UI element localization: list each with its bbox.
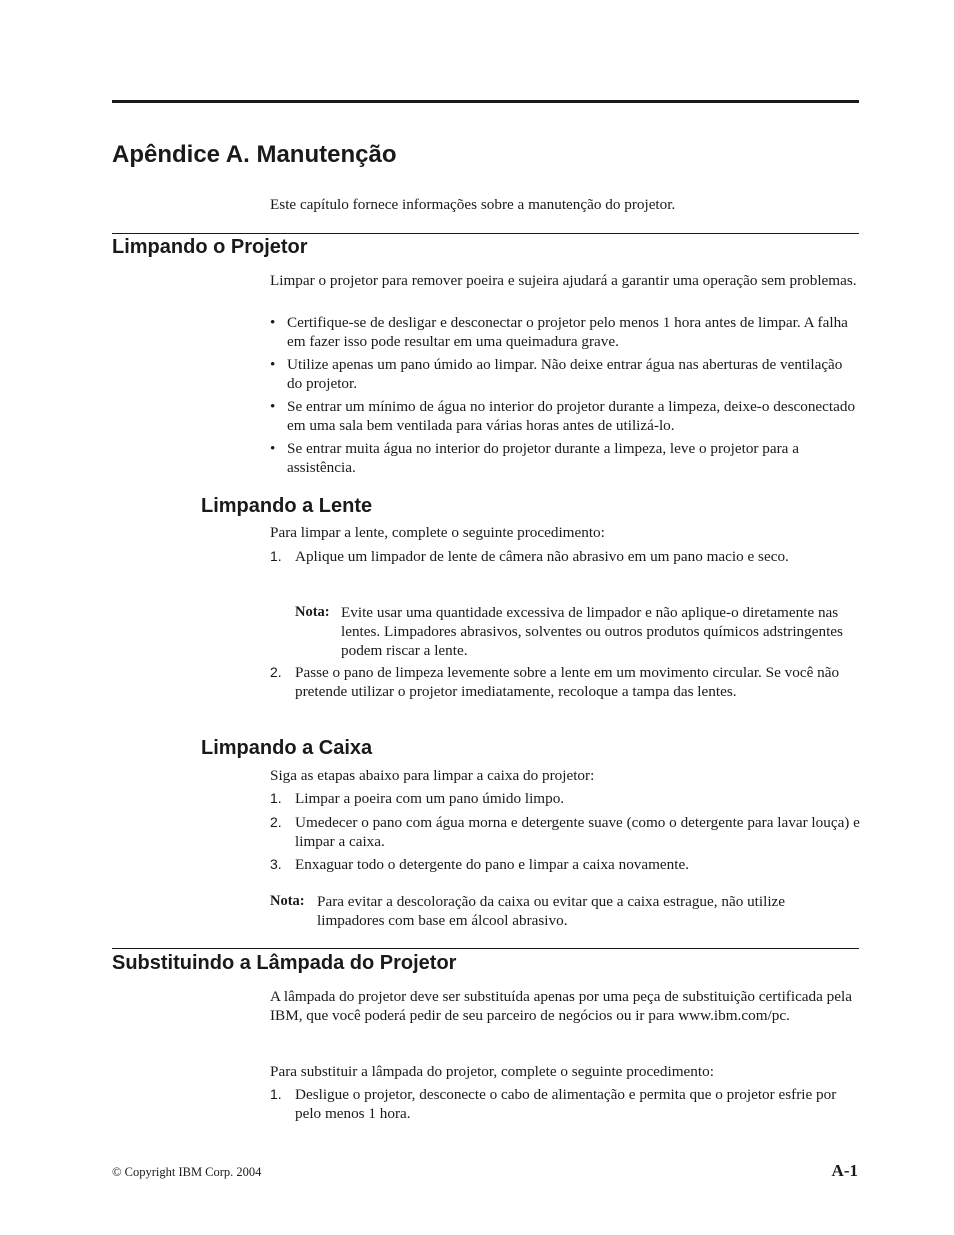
chapter-intro: Este capítulo fornece informações sobre a manutenção do projetor. — [270, 196, 676, 213]
step-text: Desligue o projetor, desconecte o cabo de alimentação e permita que o projetor esfrie por pelo menos 1 hora. — [295, 1086, 837, 1122]
list-item — [270, 355, 860, 393]
step-number: 2. — [270, 814, 282, 830]
step-text: Enxaguar todo o detergente do pano e limpar a caixa novamente. — [295, 856, 690, 873]
list-item-text: Utilize apenas um pano úmido ao limpar. Não deixe entrar água nas aberturas de ventilação do projetor. — [287, 356, 843, 392]
step-number: 3. — [270, 856, 282, 872]
list-item — [270, 1085, 860, 1123]
step-number: 1. — [270, 548, 282, 564]
step-number: 1. — [270, 790, 282, 806]
lamp-intro: A lâmpada do projetor deve ser substituída apenas por uma peça de substituição certificada pela IBM, que você poderá pedir de seu parceiro de negócios ou ir para www.ibm.com/pc. — [270, 988, 852, 1024]
step-text: Passe o pano de limpeza levemente sobre a lente em um movimento circular. Se você não pretende utilizar o projetor imediatamente, recoloque a tampa das lentes. — [295, 664, 840, 700]
note-label: Nota: — [270, 893, 305, 909]
list-item-text: Certifique-se de desligar e desconectar o projetor pelo menos 1 hora antes de limpar. A falha em fazer isso pode resultar em uma queimadura grave. — [287, 314, 848, 350]
section-rule-cleaning — [112, 233, 859, 234]
section-title-cleaning: Limpando o Projetor — [112, 236, 308, 258]
list-item — [270, 855, 860, 874]
step-text: Umedecer o pano com água morna e detergente suave (como o detergente para lavar louça) e limpar a caixa. — [295, 814, 860, 850]
lamp-intro-2: Para substituir a lâmpada do projetor, complete o seguinte procedimento: — [270, 1063, 714, 1080]
subsection-title-lens: Limpando a Lente — [201, 495, 373, 517]
note-text: Evite usar uma quantidade excessiva de limpador e não aplique-o diretamente nas lentes. Limpadores abrasivos, solventes ou outros produtos químicos adstringentes podem riscar a lente. — [341, 604, 843, 659]
list-item — [270, 313, 860, 351]
bullet-icon: • — [270, 356, 276, 373]
list-item — [270, 813, 860, 851]
lens-intro: Para limpar a lente, complete o seguinte procedimento: — [270, 524, 605, 541]
list-item — [270, 789, 860, 808]
page-number: A-1 — [831, 1161, 858, 1180]
note-label: Nota: — [295, 604, 330, 620]
list-item-text: Se entrar um mínimo de água no interior do projetor durante a limpeza, deixe-o desconectado em uma sala bem ventilada para várias horas antes de utilizá-lo. — [287, 398, 856, 434]
subsection-title-case: Limpando a Caixa — [201, 737, 373, 759]
step-text: Limpar a poeira com um pano úmido limpo. — [295, 790, 565, 807]
list-item — [270, 547, 860, 566]
lens-note — [295, 603, 855, 660]
section-rule-lamp — [112, 948, 859, 949]
step-text: Aplique um limpador de lente de câmera não abrasivo em um pano macio e seco. — [295, 548, 789, 565]
step-number: 2. — [270, 664, 282, 680]
note-text: Para evitar a descoloração da caixa ou evitar que a caixa estrague, não utilize limpadores com base em álcool abrasivo. — [317, 893, 786, 929]
footer-copyright: © Copyright IBM Corp. 2004 — [112, 1165, 262, 1179]
case-intro: Siga as etapas abaixo para limpar a caixa do projetor: — [270, 767, 595, 784]
chapter-top-rule — [112, 100, 859, 103]
case-note — [270, 892, 830, 930]
cleaning-intro: Limpar o projetor para remover poeira e sujeira ajudará a garantir uma operação sem problemas. — [270, 272, 857, 289]
step-number: 1. — [270, 1086, 282, 1102]
list-item — [270, 663, 860, 701]
bullet-icon: • — [270, 314, 276, 331]
list-item — [270, 439, 860, 477]
bullet-icon: • — [270, 398, 276, 415]
chapter-title: Apêndice A. Manutenção — [112, 141, 397, 168]
list-item — [270, 397, 860, 435]
bullet-icon: • — [270, 440, 276, 457]
list-item-text: Se entrar muita água no interior do projetor durante a limpeza, leve o projetor para a assistência. — [287, 440, 799, 476]
section-title-lamp: Substituindo a Lâmpada do Projetor — [112, 952, 457, 974]
